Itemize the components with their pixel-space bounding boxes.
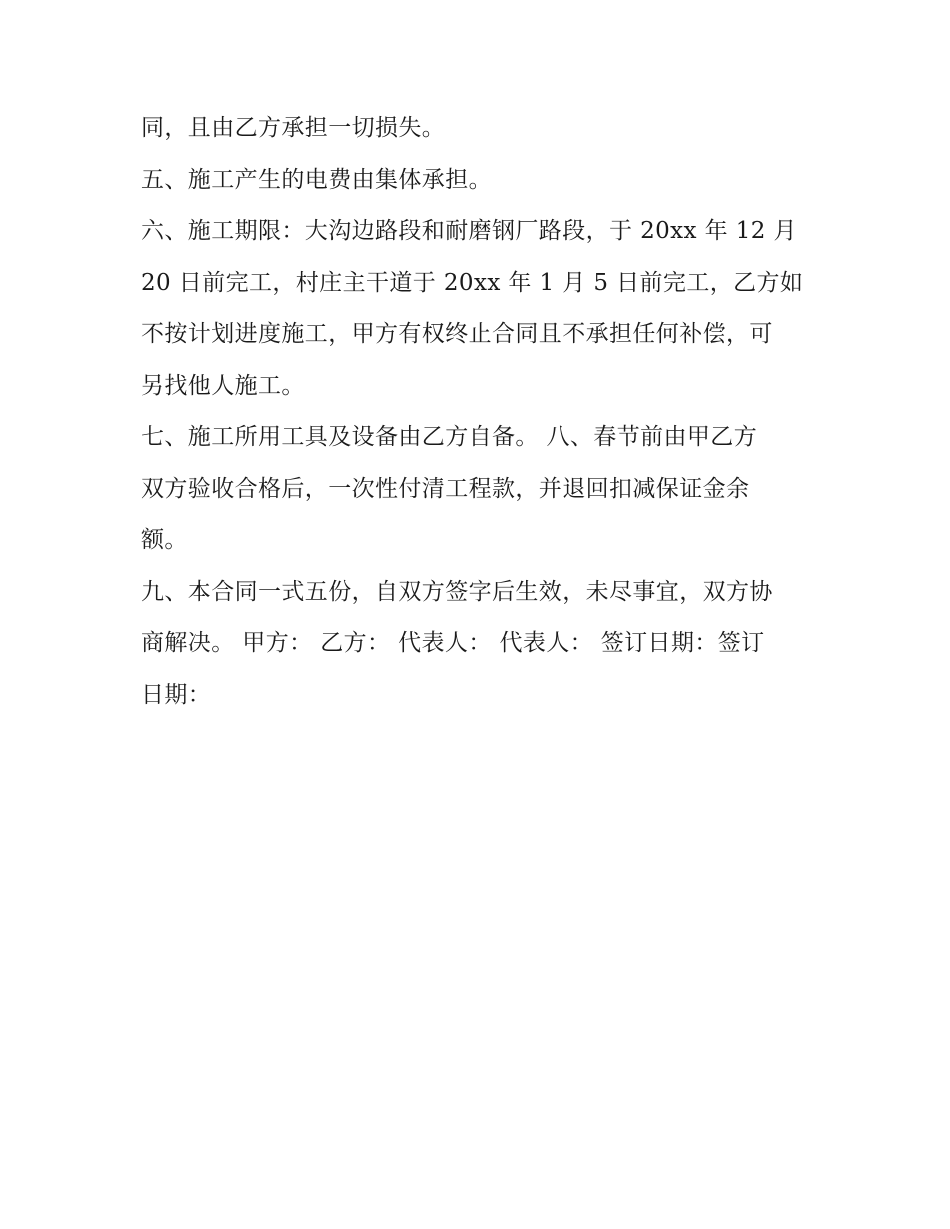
text-line: 商解决。 甲方： 乙方： 代表人： 代表人： 签订日期：签订 xyxy=(141,630,765,656)
text-line: 不按计划进度施工，甲方有权终止合同且不承担任何补偿，可 xyxy=(141,321,773,347)
text-line: 另找他人施工。 xyxy=(141,372,305,399)
text-line: 同，且由乙方承担一切损失。 xyxy=(141,115,446,141)
text-line: 日期： xyxy=(141,681,212,708)
text-line: 五、施工产生的电费由集体承担。 xyxy=(141,166,492,193)
text-line: 额。 xyxy=(141,527,188,553)
text-line: 六、施工期限：大沟边路段和耐磨钢厂路段，于 20xx 年 12 月 xyxy=(141,218,797,244)
contract-body-text xyxy=(141,103,821,721)
text-line: 九、本合同一式五份，自双方签字后生效，未尽事宜，双方协 xyxy=(141,578,773,605)
text-line: 20 日前完工，村庄主干道于 20xx 年 1 月 5 日前完工，乙方如 xyxy=(141,269,804,296)
text-line: 七、施工所用工具及设备由乙方自备。 八、春节前由甲乙方 xyxy=(141,424,758,450)
text-line: 双方验收合格后，一次性付清工程款，并退回扣减保证金余 xyxy=(141,475,750,502)
